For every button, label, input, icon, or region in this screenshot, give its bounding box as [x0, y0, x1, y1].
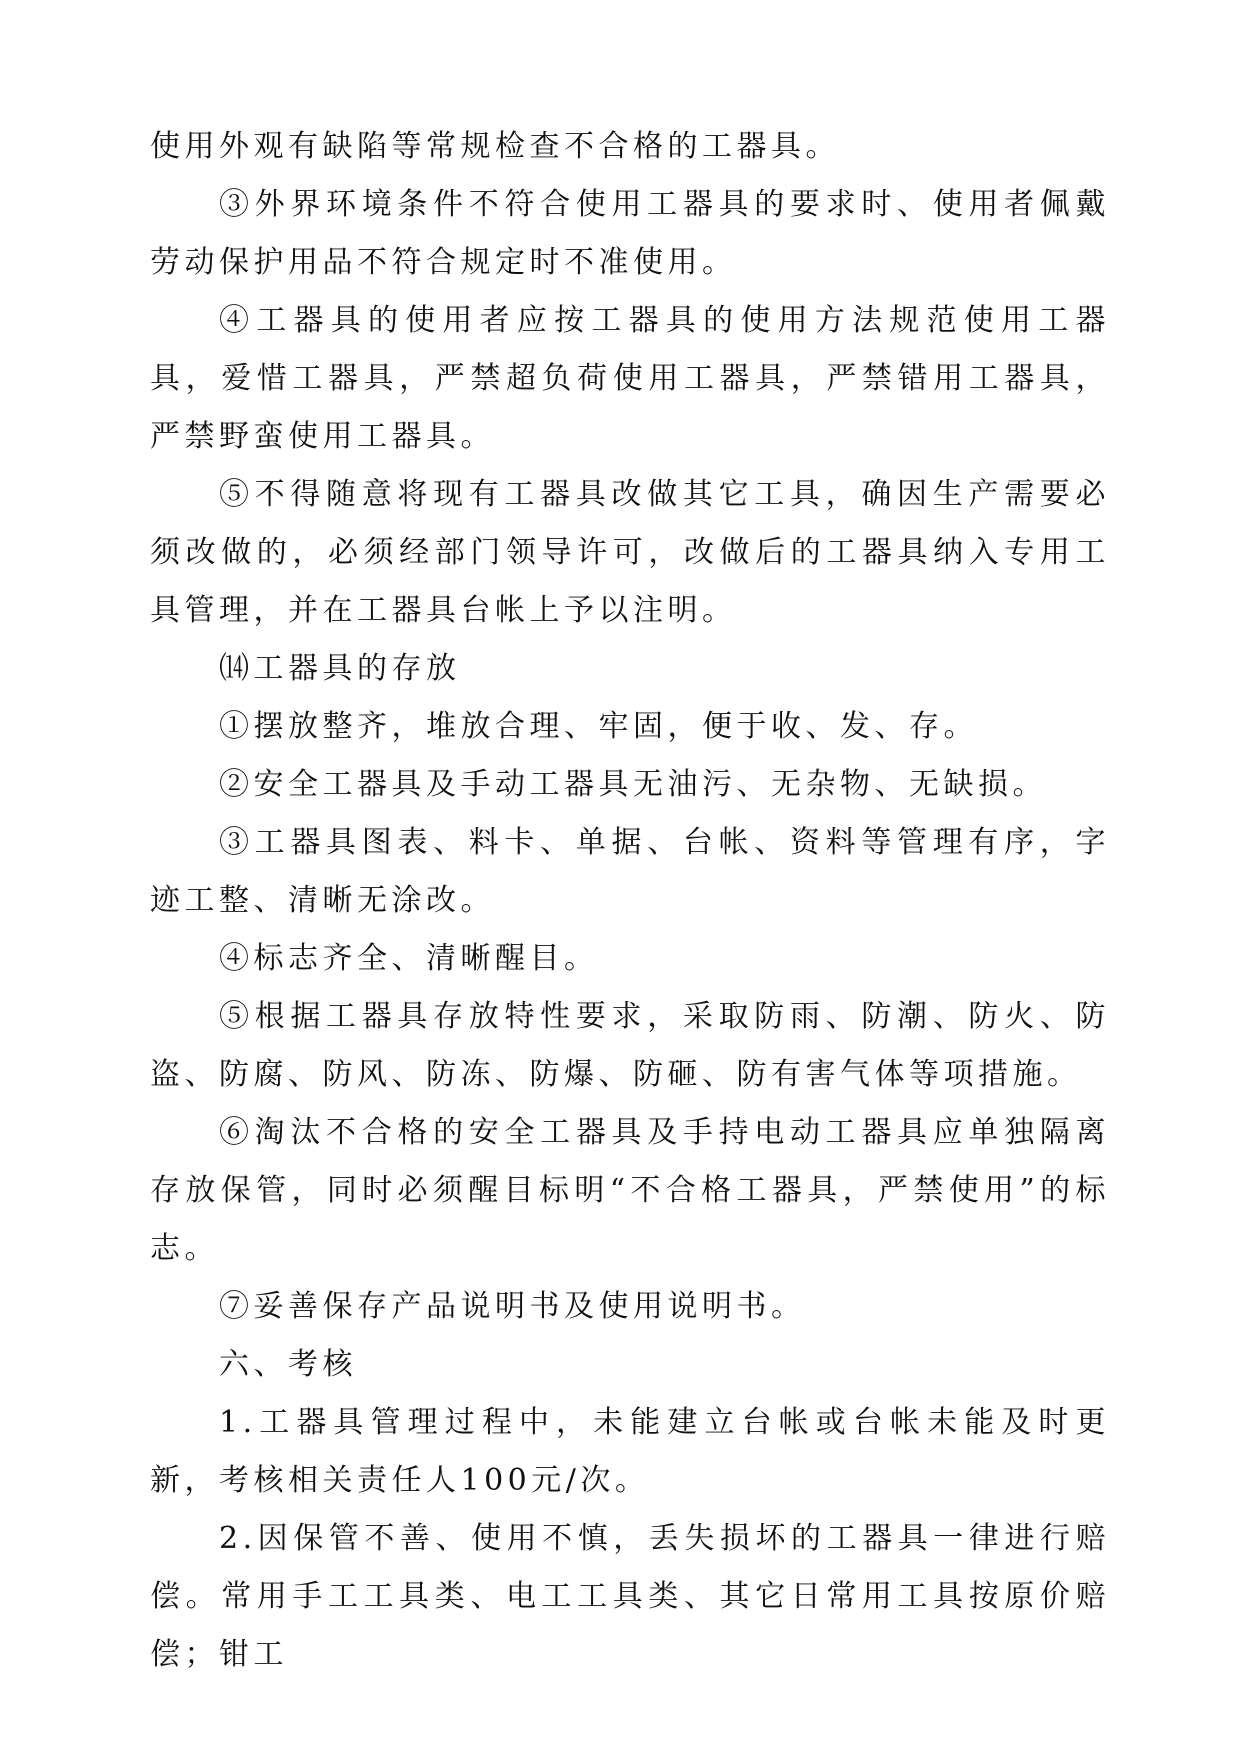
paragraph-storage-item-1: ①摆放整齐，堆放合理、牢固，便于收、发、存。 — [219, 709, 978, 744]
paragraph-storage-item-6: ⑥淘汰不合格的安全工器具及手持电动工器具应单独隔离存放保管，同时必须醒目标明“不合格工器具，严禁使用”的标志。 — [150, 1115, 1110, 1266]
paragraph-storage-item-7: ⑦妥善保存产品说明书及使用说明书。 — [219, 1289, 806, 1324]
document-body — [150, 118, 1110, 1684]
paragraph-item-4-usage: ④工器具的使用者应按工器具的使用方法规范使用工器具，爱惜工器具，严禁超负荷使用工器具，严禁错用工器具，严禁野蛮使用工器具。 — [150, 303, 1110, 454]
paragraph-storage-item-4: ④标志齐全、清晰醒目。 — [219, 941, 599, 976]
paragraph-item-3-environment: ③外界环境条件不符合使用工器具的要求时、使用者佩戴劳动保护用品不符合规定时不准使用。 — [150, 187, 1110, 280]
paragraph-continuation: 使用外观有缺陷等常规检查不合格的工器具。 — [150, 129, 840, 164]
paragraph-storage-item-2: ②安全工器具及手动工器具无油污、无杂物、无缺损。 — [219, 767, 1047, 802]
paragraph-storage-item-5: ⑤根据工器具存放特性要求，采取防雨、防潮、防火、防盗、防腐、防风、防冻、防爆、防砸、防有害气体等项措施。 — [150, 999, 1110, 1092]
paragraph-assessment-item-2: 2.因保管不善、使用不慎，丢失损坏的工器具一律进行赔偿。常用手工工具类、电工工具类、其它日常用工具按原价赔偿；钳工 — [150, 1521, 1110, 1672]
section-heading-storage: ⒁工器具的存放 — [219, 651, 461, 686]
paragraph-assessment-item-1: 1.工器具管理过程中，未能建立台帐或台帐未能及时更新，考核相关责任人100元/次。 — [150, 1405, 1110, 1498]
paragraph-storage-item-3: ③工器具图表、料卡、单据、台帐、资料等管理有序，字迹工整、清晰无涂改。 — [150, 825, 1110, 918]
section-heading-assessment: 六、考核 — [219, 1347, 357, 1382]
paragraph-item-5-modification: ⑤不得随意将现有工器具改做其它工具，确因生产需要必须改做的，必须经部门领导许可，改做后的工器具纳入专用工具管理，并在工器具台帐上予以注明。 — [150, 477, 1110, 628]
